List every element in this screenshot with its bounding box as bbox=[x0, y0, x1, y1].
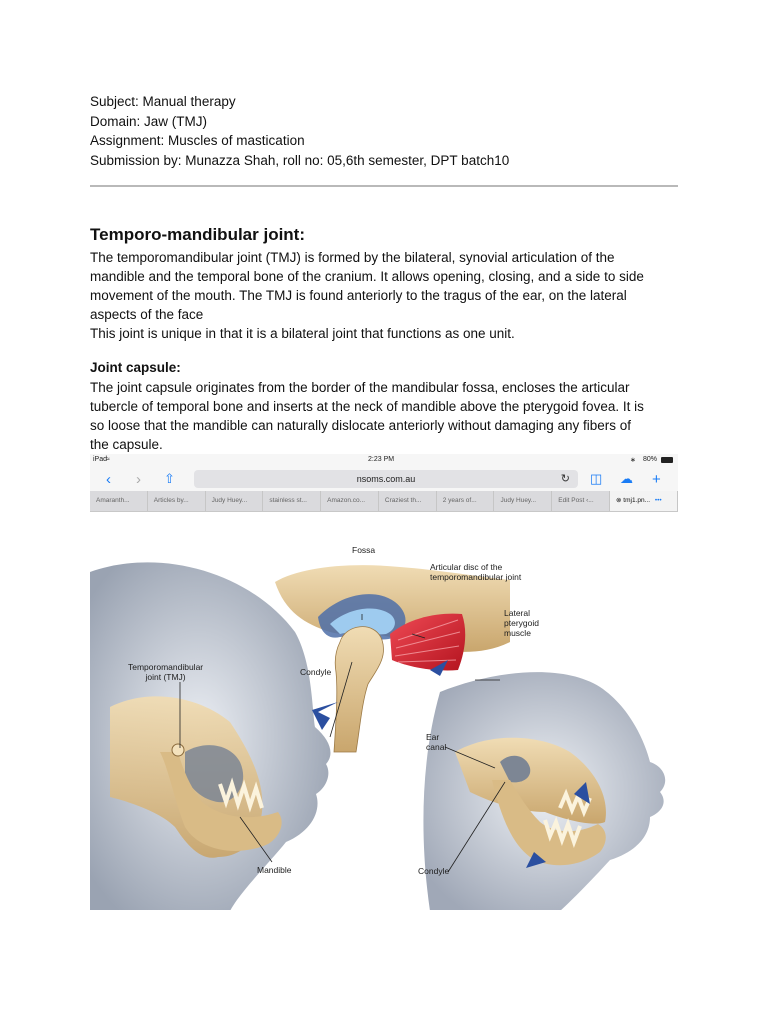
label-tmj bbox=[128, 662, 203, 682]
tab-0[interactable]: Amaranth... bbox=[90, 491, 148, 511]
cloud-tabs-icon[interactable]: ☁ bbox=[620, 471, 633, 486]
tab-3[interactable]: stainless st... bbox=[263, 491, 321, 511]
tab-6[interactable]: 2 years of... bbox=[437, 491, 495, 511]
meta-domain: Domain: Jaw (TMJ) bbox=[90, 113, 208, 129]
device-label: iPad bbox=[93, 456, 108, 463]
browser-tab-strip bbox=[90, 491, 678, 512]
label-disc-line-2: temporomandibular joint bbox=[430, 572, 522, 582]
label-condyle-top: Condyle bbox=[300, 667, 332, 677]
label-articular-disc bbox=[430, 562, 521, 582]
tab-1[interactable]: Articles by... bbox=[148, 491, 206, 511]
tmj-paragraph-1: The temporomandibular joint (TMJ) is formed by the bilateral, synovial articulation of the mandible and the temporal bone of the cranium. It allows opening, closing, and a side to side movement of the mouth. The TMJ is found anteriorly to the tragus of the ear, on the lateral aspects of the face bbox=[90, 250, 644, 322]
embedded-browser-screenshot bbox=[90, 454, 678, 910]
tmj-illustration bbox=[90, 512, 678, 910]
label-disc-line-1: Articular disc of the bbox=[430, 562, 503, 572]
meta-submission: Submission by: Munazza Shah, roll no: 05,6th semester, DPT batch10 bbox=[90, 152, 510, 168]
battery-icon bbox=[661, 457, 673, 463]
left-head-illustration bbox=[90, 562, 330, 910]
tmj-anatomy-figure bbox=[90, 512, 678, 910]
label-mandible: Mandible bbox=[257, 865, 292, 875]
tab-2[interactable]: Judy Huey... bbox=[206, 491, 264, 511]
bluetooth-icon: ∗ bbox=[630, 457, 636, 464]
forward-icon[interactable]: › bbox=[136, 471, 141, 488]
label-tmj-line-2: joint (TMJ) bbox=[145, 672, 186, 682]
status-time: 2:23 PM bbox=[368, 456, 395, 463]
label-lateral-pterygoid bbox=[504, 608, 539, 638]
right-head-illustration bbox=[423, 672, 665, 910]
section-body-capsule: The joint capsule originates from the border of the mandibular fossa, encloses the articular tubercle of temporal bone and inserts at the neck of mandible above the pterygoid fovea. It is so loose that the mandible can naturally dislocate anteriorly without damaging any fibers of the capsule. bbox=[90, 380, 644, 452]
section-heading-tmj: Temporo-mandibular joint: bbox=[90, 225, 306, 244]
share-icon[interactable]: ⇧ bbox=[164, 471, 175, 486]
ios-status-bar bbox=[90, 454, 678, 467]
label-lateral-2: pterygoid bbox=[504, 618, 539, 628]
tab-5[interactable]: Craziest th... bbox=[379, 491, 437, 511]
browser-toolbar bbox=[90, 467, 678, 491]
tab-8[interactable]: Edit Post ‹... bbox=[552, 491, 610, 511]
label-ear-line-2: canal bbox=[426, 742, 447, 752]
back-icon[interactable]: ‹ bbox=[106, 471, 111, 488]
label-lateral-1: Lateral bbox=[504, 608, 530, 618]
bookmarks-icon[interactable]: ◫ bbox=[590, 471, 603, 486]
url-bar[interactable] bbox=[194, 470, 578, 488]
label-lateral-3: muscle bbox=[504, 628, 531, 638]
meta-assignment: Assignment: Muscles of mastication bbox=[90, 133, 305, 148]
reload-icon[interactable]: ↻ bbox=[560, 473, 570, 485]
close-tab-icon[interactable]: ⊗ bbox=[616, 497, 624, 504]
active-tab-label: tmj1.pn... bbox=[623, 497, 651, 504]
document-meta bbox=[90, 92, 509, 170]
tab-7[interactable]: Judy Huey... bbox=[494, 491, 552, 511]
wifi-icon: ≈ bbox=[106, 456, 110, 463]
label-fossa: Fossa bbox=[352, 545, 376, 555]
label-ear-line-1: Ear bbox=[426, 732, 440, 742]
arrow-left-icon bbox=[312, 702, 338, 730]
new-tab-icon[interactable]: + bbox=[652, 471, 661, 488]
section-body-tmj bbox=[90, 248, 650, 343]
tmj-paragraph-2: This joint is unique in that it is a bilateral joint that functions as one unit. bbox=[90, 326, 515, 341]
url-text: nsoms.com.au bbox=[356, 474, 416, 484]
label-tmj-line-1: Temporomandibular bbox=[128, 662, 204, 672]
label-ear-canal bbox=[426, 732, 446, 752]
section-heading-capsule: Joint capsule: bbox=[90, 360, 181, 375]
label-condyle-bottom: Condyle bbox=[418, 866, 450, 876]
more-tabs-icon[interactable]: ••• bbox=[654, 497, 662, 504]
tab-4[interactable]: Amazon.co... bbox=[321, 491, 379, 511]
tab-active[interactable] bbox=[610, 491, 678, 511]
battery-percent: 80% bbox=[643, 456, 658, 463]
horizontal-divider bbox=[90, 185, 678, 187]
meta-subject: Subject: Manual therapy bbox=[90, 94, 236, 109]
